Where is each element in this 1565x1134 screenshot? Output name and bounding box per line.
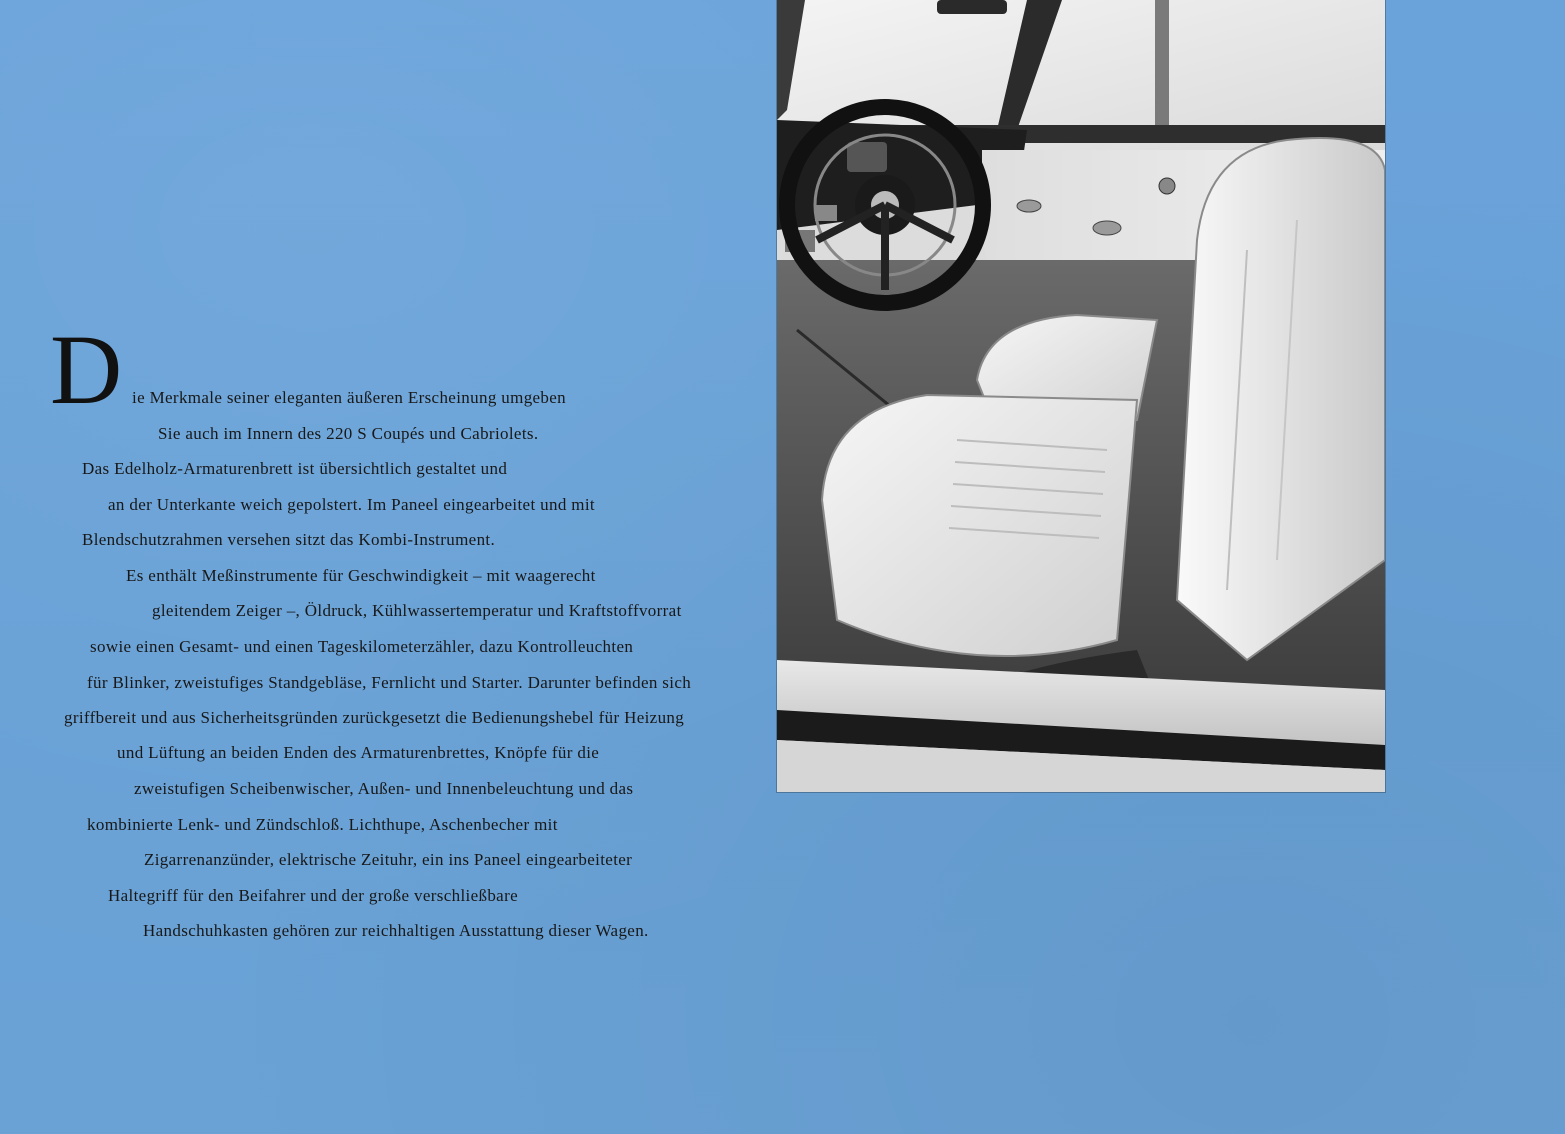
text-line: zweistufigen Scheibenwischer, Außen- und Innenbeleuchtung und das <box>134 779 634 798</box>
text-line: Das Edelholz-Armaturenbrett ist übersichtlich gestaltet und <box>82 459 508 478</box>
text-line: an der Unterkante weich gepolstert. Im Paneel eingearbeitet und mit <box>108 495 595 514</box>
car-interior-photo <box>777 0 1385 792</box>
text-line: ie Merkmale seiner eleganten äußeren Erscheinung umgeben <box>132 388 567 407</box>
text-line: gleitendem Zeiger –, Öldruck, Kühlwassertemperatur und Kraftstoffvorrat <box>152 601 682 620</box>
text-line: Handschuhkasten gehören zur reichhaltigen Ausstattung dieser Wagen. <box>143 921 649 940</box>
text-line: Haltegriff für den Beifahrer und der große verschließbare <box>108 886 518 905</box>
text-line: griffbereit und aus Sicherheitsgründen zurückgesetzt die Bedienungshebel für Heizung <box>64 708 685 727</box>
text-line: Es enthält Meßinstrumente für Geschwindigkeit – mit waagerecht <box>126 566 596 585</box>
car-interior-illustration <box>777 0 1385 792</box>
text-line: sowie einen Gesamt- und einen Tageskilometerzähler, dazu Kontrolleuchten <box>90 637 634 656</box>
text-line: für Blinker, zweistufiges Standgebläse, Fernlicht und Starter. Darunter befinden sich <box>87 673 692 692</box>
text-line: kombinierte Lenk- und Zündschloß. Lichthupe, Aschenbecher mit <box>87 815 558 834</box>
text-line: Zigarrenanzünder, elektrische Zeituhr, ein ins Paneel eingearbeiteter <box>144 850 633 869</box>
drop-cap: D <box>50 314 123 425</box>
text-line: Sie auch im Innern des 220 S Coupés und Cabriolets. <box>158 424 539 443</box>
text-line: und Lüftung an beiden Enden des Armaturenbrettes, Knöpfe für die <box>117 743 600 762</box>
text-line: Blendschutzrahmen versehen sitzt das Kombi-Instrument. <box>82 530 496 549</box>
